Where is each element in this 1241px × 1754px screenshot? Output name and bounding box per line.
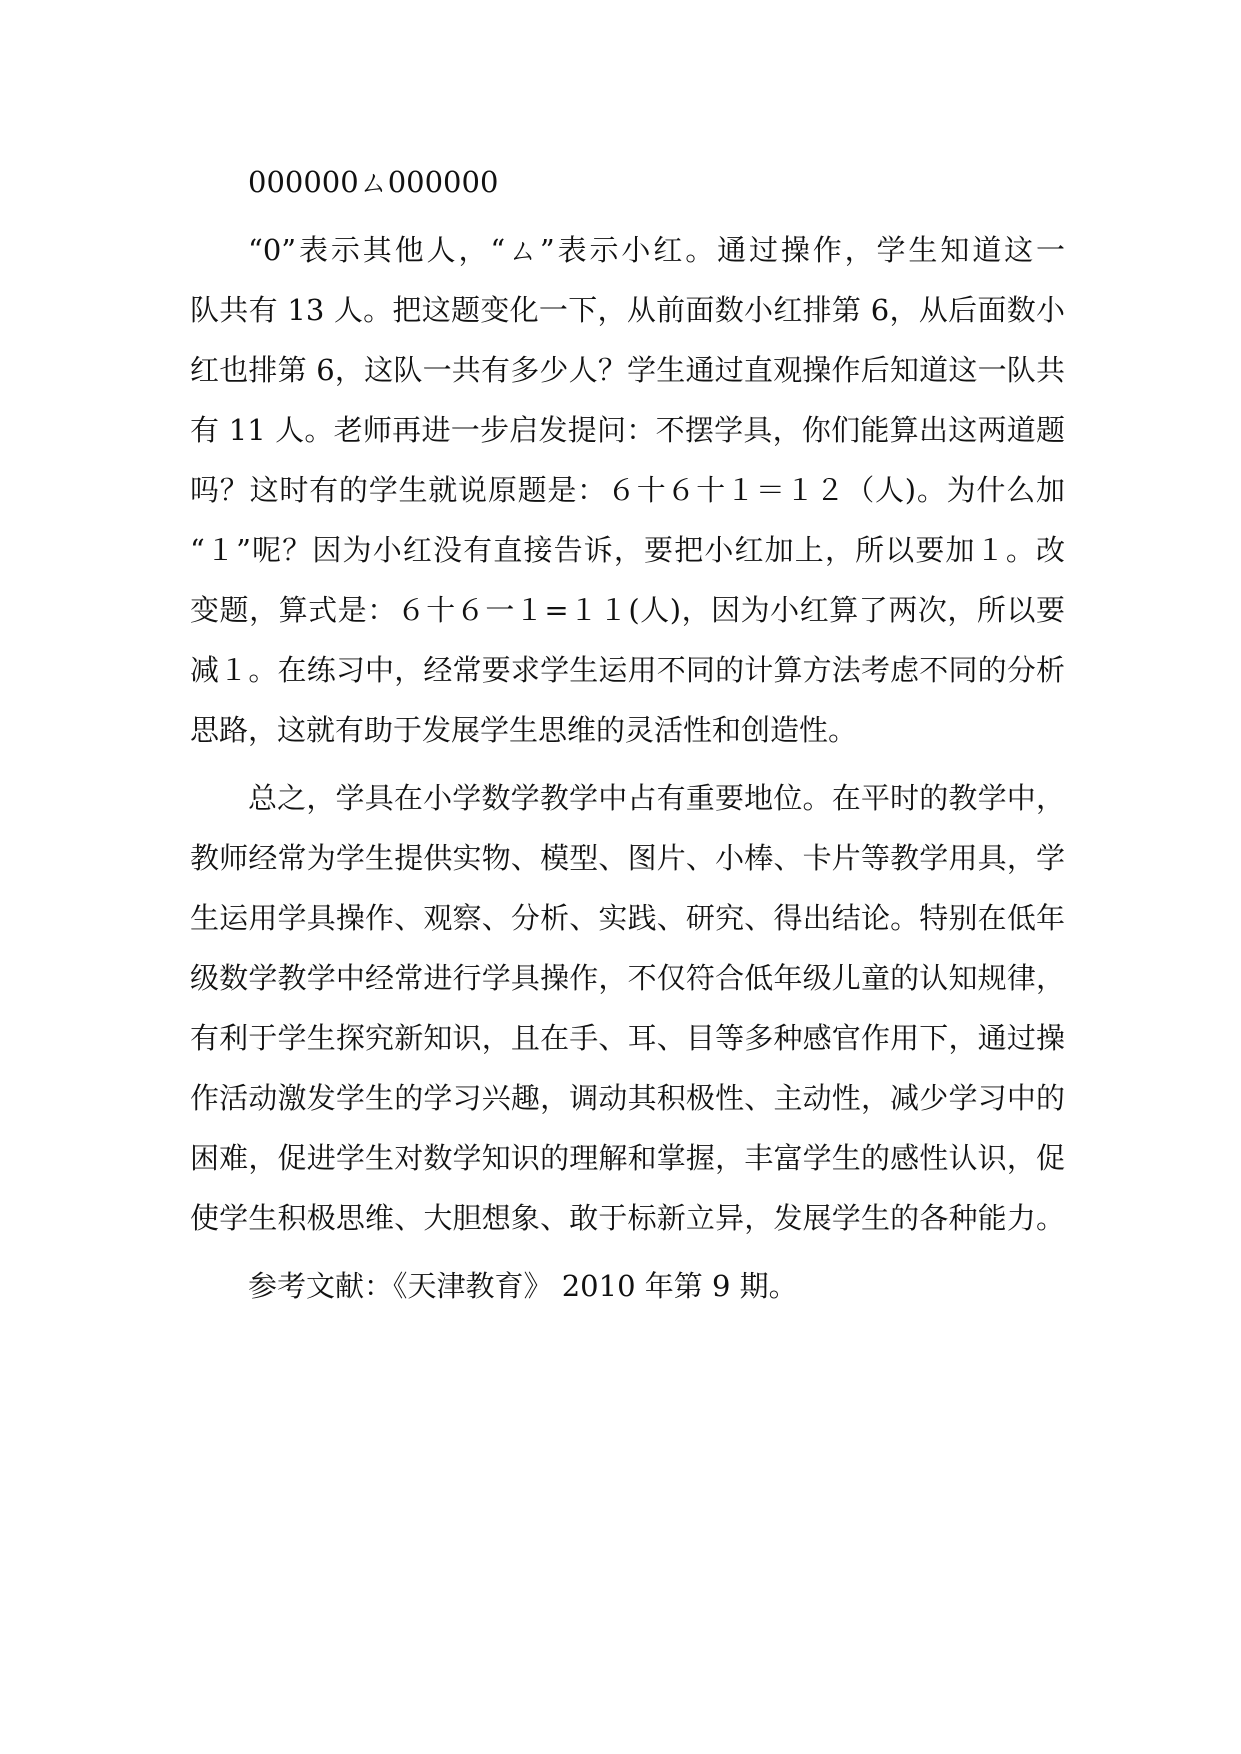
- paragraph-line: 生运用学具操作、观察、分析、实践、研究、得出结论。特别在低年: [190, 901, 1065, 935]
- paragraph-line: 队共有 13 人。把这题变化一下，从前面数小红排第 6，从后面数小: [190, 293, 1065, 327]
- paragraph-line: 变题，算式是：６十６一１=１１(人)，因为小红算了两次，所以要: [190, 593, 1065, 627]
- queue-diagram-line: 000000ㄙ000000: [248, 165, 499, 199]
- paragraph-line: 减１。在练习中，经常要求学生运用不同的计算方法考虑不同的分析: [190, 653, 1065, 687]
- paragraph-line: 级数学教学中经常进行学具操作，不仅符合低年级儿童的认知规律，: [190, 961, 1065, 995]
- reference-line: 参考文献：《天津教育》 2010 年第 9 期。: [248, 1269, 798, 1303]
- paragraph-line: 思路，这就有助于发展学生思维的灵活性和创造性。: [190, 713, 858, 747]
- paragraph-line: 红也排第 6，这队一共有多少人？学生通过直观操作后知道这一队共: [190, 353, 1065, 387]
- paragraph-line: 教师经常为学生提供实物、模型、图片、小棒、卡片等教学用具，学: [190, 841, 1065, 875]
- paragraph-line: “0”表示其他人，“ㄙ”表示小红。通过操作，学生知道这一: [248, 233, 1065, 267]
- paragraph-line: 困难，促进学生对数学知识的理解和掌握，丰富学生的感性认识，促: [190, 1141, 1065, 1175]
- paragraph-line: 总之，学具在小学数学教学中占有重要地位。在平时的教学中，: [248, 781, 1065, 815]
- paragraph-line: 使学生积极思维、大胆想象、敢于标新立异，发展学生的各种能力。: [190, 1201, 1065, 1235]
- paragraph-line: 吗？这时有的学生就说原题是：６十６十１＝１２（人)。为什么加: [190, 473, 1065, 507]
- paragraph-line: 有利于学生探究新知识，且在手、耳、目等多种感官作用下，通过操: [190, 1021, 1065, 1055]
- paragraph-line: 有 11 人。老师再进一步启发提问：不摆学具，你们能算出这两道题: [190, 413, 1065, 447]
- paragraph-line: “１”呢？因为小红没有直接告诉，要把小红加上，所以要加１。改: [190, 533, 1065, 567]
- paragraph-line: 作活动激发学生的学习兴趣，调动其积极性、主动性，减少学习中的: [190, 1081, 1065, 1115]
